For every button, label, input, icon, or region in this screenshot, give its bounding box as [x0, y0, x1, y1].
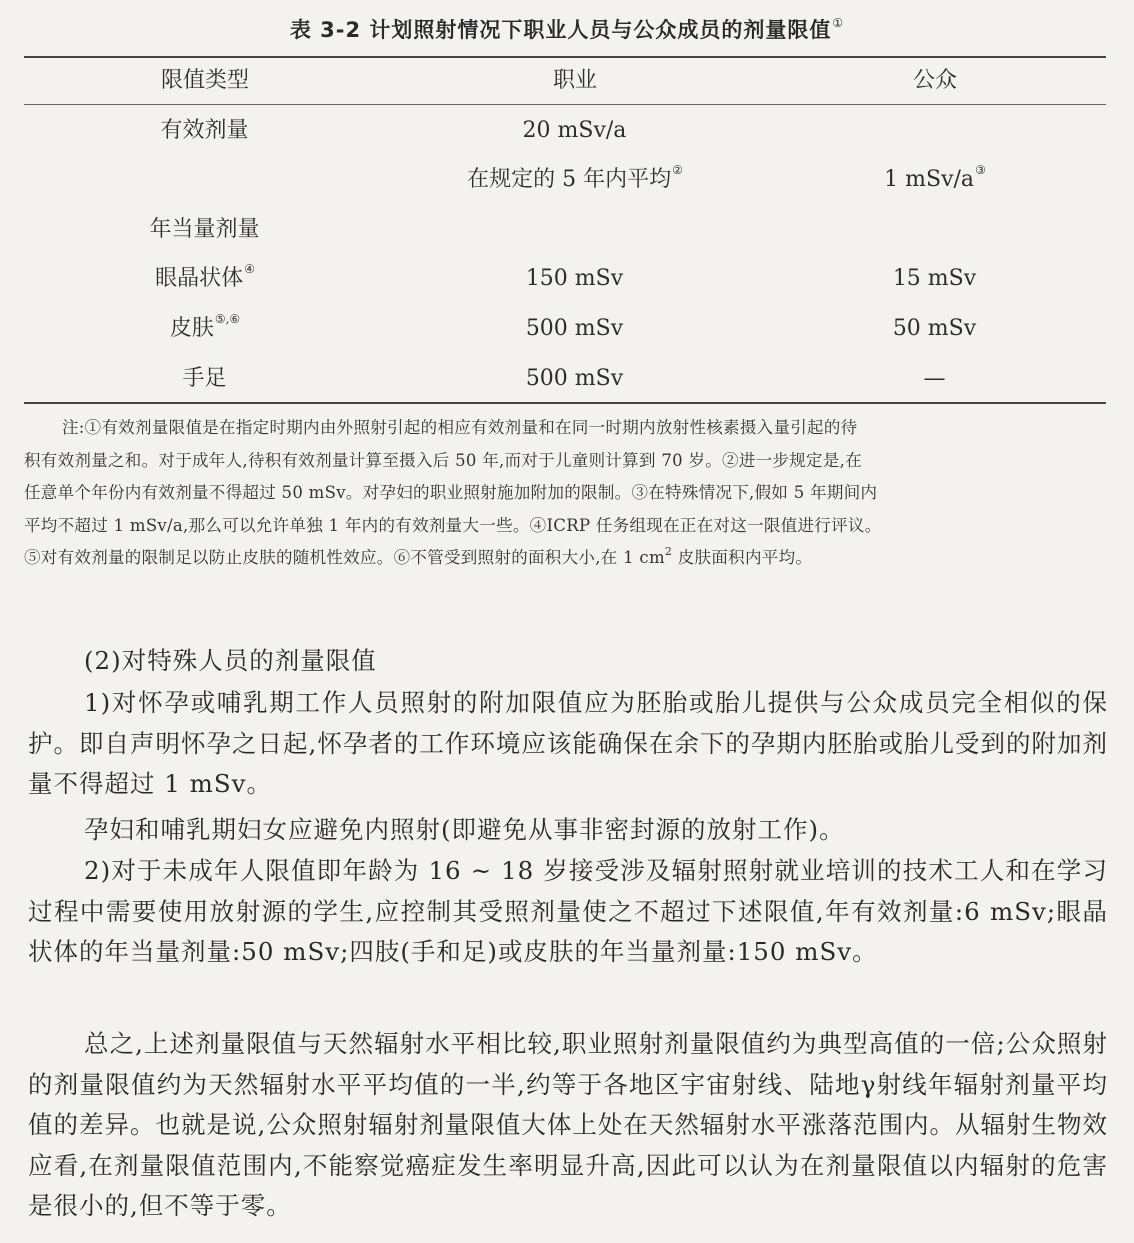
table-cell-text: 15 mSv	[892, 266, 977, 291]
table-row-effective-dose-type	[70, 116, 340, 146]
table-cell-note-mark: ④	[244, 261, 255, 276]
table-header-limit-type: 限值类型	[160, 68, 249, 93]
table-note-line: 任意单个年份内有效剂量不得超过 50 mSv。对孕妇的职业照射施加附加的限制。③在特殊情况下,假如 5 年期间内	[24, 483, 878, 503]
table-bottom-rule	[24, 402, 1106, 404]
table-row-hands-feet-occupational	[380, 364, 770, 394]
body-paragraph-internal-exposure: 孕妇和哺乳期妇女应避免内照射(即避免从事非密封源的放射工作)。	[84, 815, 845, 844]
table-title-note-mark: ①	[832, 16, 845, 30]
table-cell-text: 眼晶状体	[155, 266, 244, 291]
table-row-eye-lens-public	[780, 264, 1090, 294]
table-note-line: 平均不超过 1 mSv/a,那么可以允许单独 1 年内的有效剂量大一些。④ICRP 任务组现在正在对这一限值进行评议。	[24, 515, 882, 535]
table-cell-text: 有效剂量	[160, 118, 249, 143]
table-row-equivalent-dose-public	[780, 215, 1090, 245]
table-note-text: 皮肤面积内平均。	[672, 548, 813, 568]
table-note-text: ⑤对有效剂量的限制足以防止皮肤的随机性效应。⑥不管受到照射的面积大小,在 1 cm	[24, 548, 665, 568]
table-cell-text: 1 mSv/a	[884, 167, 975, 192]
table-note-line: 积有效剂量之和。对于成年人,待积有效剂量计算至摄入后 50 年,而对于儿童则计算到 70 岁。②进一步规定是,在	[24, 450, 863, 470]
table-cell-text: —	[923, 366, 946, 391]
table-cell-text: 50 mSv	[892, 316, 977, 341]
table-row-equivalent-dose-type	[70, 215, 340, 245]
table-row-hands-feet-type	[70, 364, 340, 394]
table-row-average-type	[70, 165, 340, 195]
table-cell-note-mark: ⑤,⑥	[214, 311, 241, 326]
table-header-public: 公众	[912, 68, 957, 93]
table-row-skin-public	[780, 314, 1090, 344]
table-note-superscript: 2	[664, 544, 673, 558]
body-paragraph-pregnant-workers: 1)对怀孕或哺乳期工作人员照射的附加限值应为胚胎或胎儿提供与公众成员完全相似的保护。即自声明怀孕之日起,怀孕者的工作环境应该能确保在余下的孕期内胚胎或胎儿受到的附加剂量不得超过 1 mSv。	[28, 688, 1108, 798]
table-row-eye-lens-type	[70, 261, 340, 294]
table-cell-text: 20 mSv/a	[522, 118, 627, 143]
body-paragraph-minors: 2)对于未成年人限值即年龄为 16 ~ 18 岁接受涉及辐射照射就业培训的技术工人和在学习过程中需要使用放射源的学生,应控制其受照剂量使之不超过下述限值,年有效剂量:6 mSv;眼晶状体的年当量剂量:50 mSv;四肢(手和足)或皮肤的年当量剂量:150 mSv。	[28, 856, 1108, 966]
table-row-average-public	[780, 162, 1090, 195]
table-cell-text: 500 mSv	[525, 316, 624, 341]
table-cell-text: 150 mSv	[525, 266, 624, 291]
table-row-hands-feet-public	[780, 364, 1090, 394]
table-row-skin-occupational	[380, 314, 770, 344]
table-row-effective-dose-public	[780, 116, 1090, 146]
table-title-text: 表 3-2 计划照射情况下职业人员与公众成员的剂量限值	[289, 18, 832, 42]
table-row-equivalent-dose-occupational	[380, 215, 770, 245]
table-notes	[24, 412, 1108, 575]
table-header-rule	[24, 104, 1106, 105]
table-cell-text: 皮肤	[169, 316, 214, 341]
table-note-line: 注:①有效剂量限值是在指定时期内由外照射引起的相应有效剂量和在同一时期内放射性核素摄入量引起的待	[62, 418, 858, 437]
table-cell-note-mark: ③	[975, 162, 986, 177]
table-title	[0, 14, 1134, 44]
table-cell-text: 在规定的 5 年内平均	[467, 167, 672, 192]
table-cell-text: 手足	[182, 366, 227, 391]
table-row-skin-type	[70, 311, 340, 344]
table-row-eye-lens-occupational	[380, 264, 770, 294]
table-note-line	[24, 542, 1108, 575]
table-row-average-occupational	[380, 162, 770, 195]
section-heading: (2)对特殊人员的剂量限值	[84, 646, 377, 675]
table-cell-note-mark: ②	[672, 162, 683, 177]
table-top-rule	[24, 56, 1106, 58]
body-paragraph-summary: 总之,上述剂量限值与天然辐射水平相比较,职业照射剂量限值约为典型高值的一倍;公众照射的剂量限值约为天然辐射水平平均值的一半,约等于各地区宇宙射线、陆地γ射线年辐射剂量平均值的差异。也就是说,公众照射辐射剂量限值大体上处在天然辐射水平涨落范围内。从辐射生物效应看,在剂量限值范围内,不能察觉癌症发生率明显升高,因此可以认为在剂量限值以内辐射的危害是很小的,但不等于零。	[28, 1029, 1108, 1220]
table-header-occupational: 职业	[552, 68, 597, 93]
table-cell-text: 500 mSv	[525, 366, 624, 391]
table-cell-text: 年当量剂量	[149, 217, 260, 242]
table-row-effective-dose-occupational	[380, 116, 770, 146]
